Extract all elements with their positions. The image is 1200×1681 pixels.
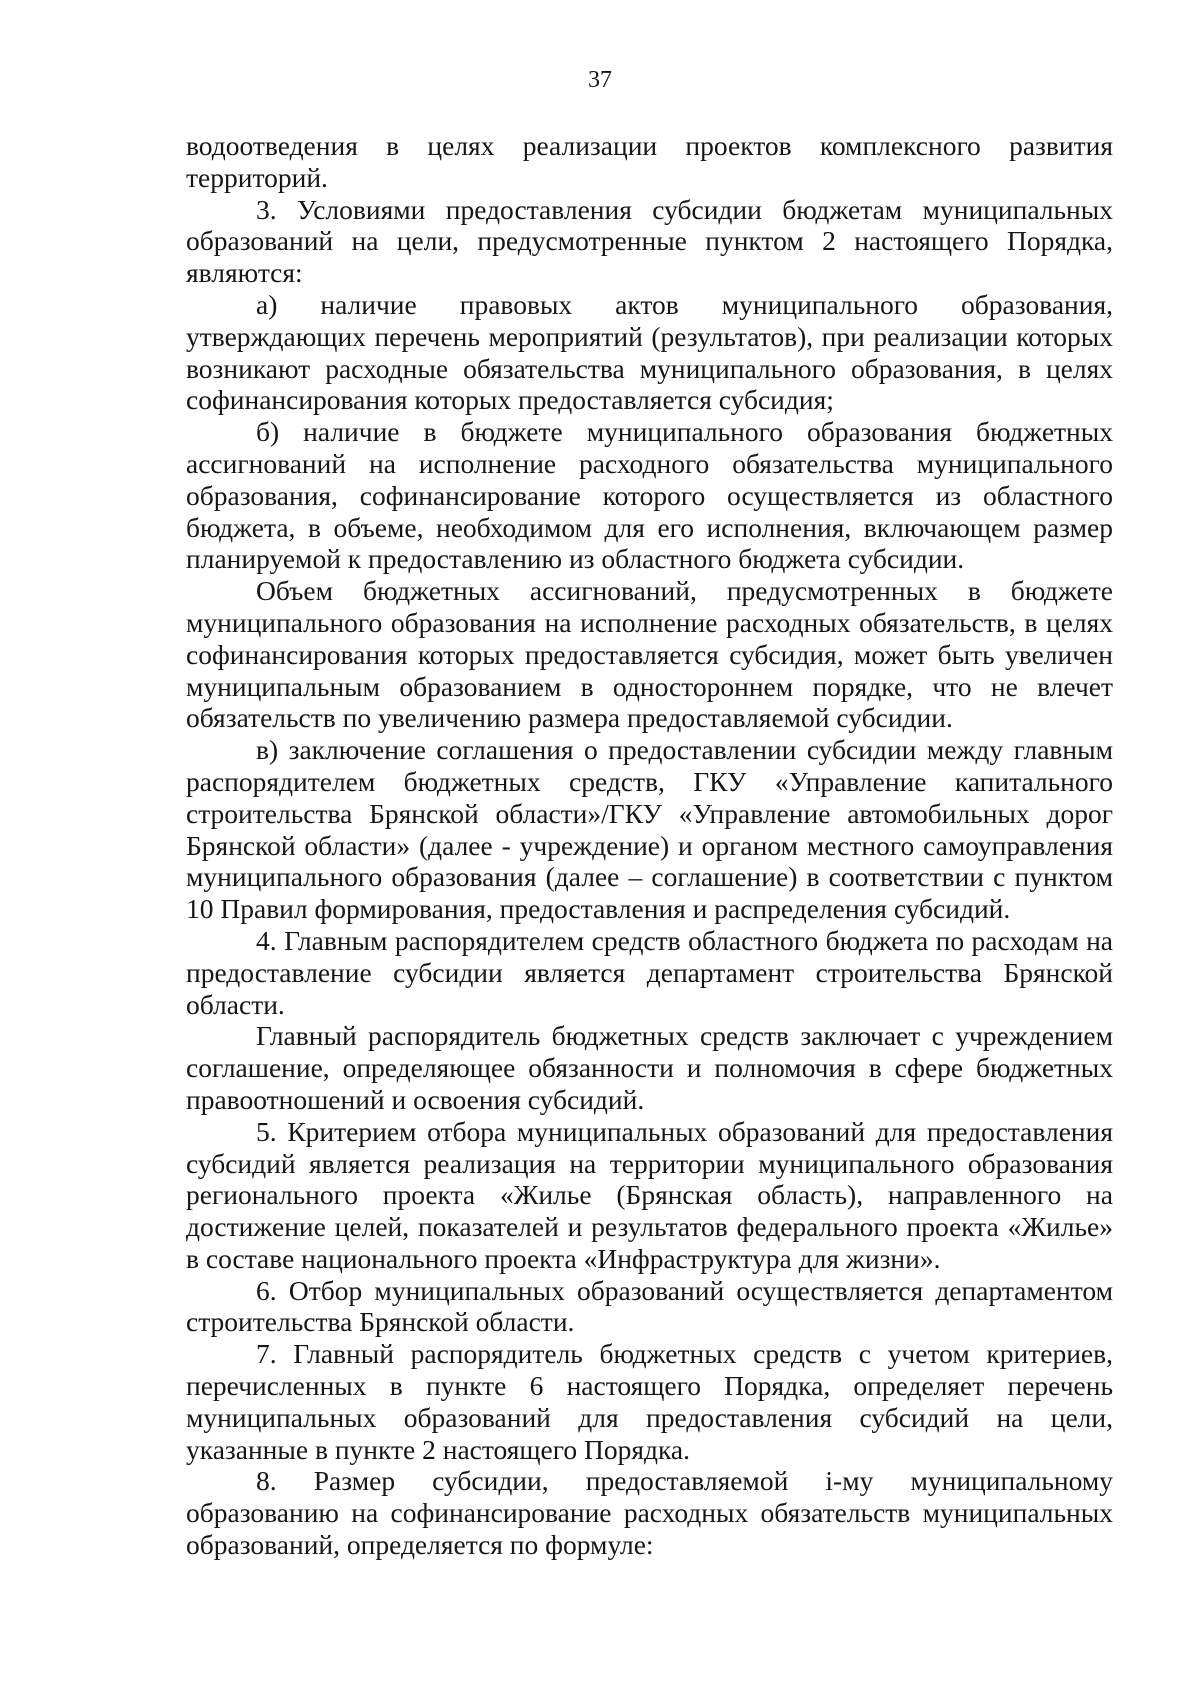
paragraph-subitem-a: а) наличие правовых актов муниципального образования, утверждающих перечень мероприятий (результатов), при реализации которых возникают расходные обязательства муниципального образования, в целях софинансирования которых предоставляется субсидия;: [186, 288, 1113, 416]
paragraph-item-4: 4. Главным распорядителем средств областного бюджета по расходам на предоставление субсидии является департамент строительства Брянской области.: [186, 924, 1113, 1020]
paragraph-budget-volume: Объем бюджетных ассигнований, предусмотренных в бюджете муниципального образования на исполнение расходных обязательств, в целях софинансирования которых предоставляется субсидия, может быть увеличен муниципальным образованием в одностороннем порядке, что не влечет обязательств по увеличению размера предоставляемой субсидии.: [186, 575, 1113, 734]
paragraph-subitem-v: в) заключение соглашения о предоставлении субсидии между главным распорядителем бюджетных средств, ГКУ «Управление капитального строительства Брянской области»/ГКУ «Управление автомобильных дорог Брянской области» (далее - учреждение) и органом местного самоуправления муниципального образования (далее – соглашение) в соответствии с пунктом 10 Правил формирования, предоставления и распределения субсидий.: [186, 734, 1113, 925]
paragraph-item-3: 3. Условиями предоставления субсидии бюджетам муниципальных образований на цели, предусмотренные пунктом 2 настоящего Порядка, являются:: [186, 193, 1113, 289]
paragraph-agreement: Главный распорядитель бюджетных средств заключает с учреждением соглашение, определяющее обязанности и полномочия в сфере бюджетных правоотношений и освоения субсидий.: [186, 1020, 1113, 1115]
paragraph-continuation: водоотведения в целях реализации проектов комплексного развития территорий.: [186, 130, 1113, 193]
paragraph-item-7: 7. Главный распорядитель бюджетных средств с учетом критериев, перечисленных в пункте 6 настоящего Порядка, определяет перечень муниципальных образований для предоставления субсидий на цели, указанные в пункте 2 настоящего Порядка.: [186, 1338, 1113, 1465]
paragraph-subitem-b: б) наличие в бюджете муниципального образования бюджетных ассигнований на исполнение расходного обязательства муниципального образования, софинансирование которого осуществляется из областного бюджета, в объеме, необходимом для его исполнения, включающем размер планируемой к предоставлению из областного бюджета субсидии.: [186, 416, 1113, 575]
paragraph-item-5: 5. Критерием отбора муниципальных образований для предоставления субсидий является реализация на территории муниципального образования регионального проекта «Жилье (Брянская область), направленного на достижение целей, показателей и результатов федерального проекта «Жилье» в составе национального проекта «Инфраструктура для жизни».: [186, 1115, 1113, 1274]
paragraph-item-8: 8. Размер субсидии, предоставляемой i-му муниципальному образованию на софинансирование расходных обязательств муниципальных образований, определяется по формуле:: [186, 1465, 1113, 1561]
document-body: [186, 130, 1113, 1561]
page-number: 37: [588, 67, 612, 93]
paragraph-item-6: 6. Отбор муниципальных образований осуществляется департаментом строительства Брянской области.: [186, 1274, 1113, 1338]
